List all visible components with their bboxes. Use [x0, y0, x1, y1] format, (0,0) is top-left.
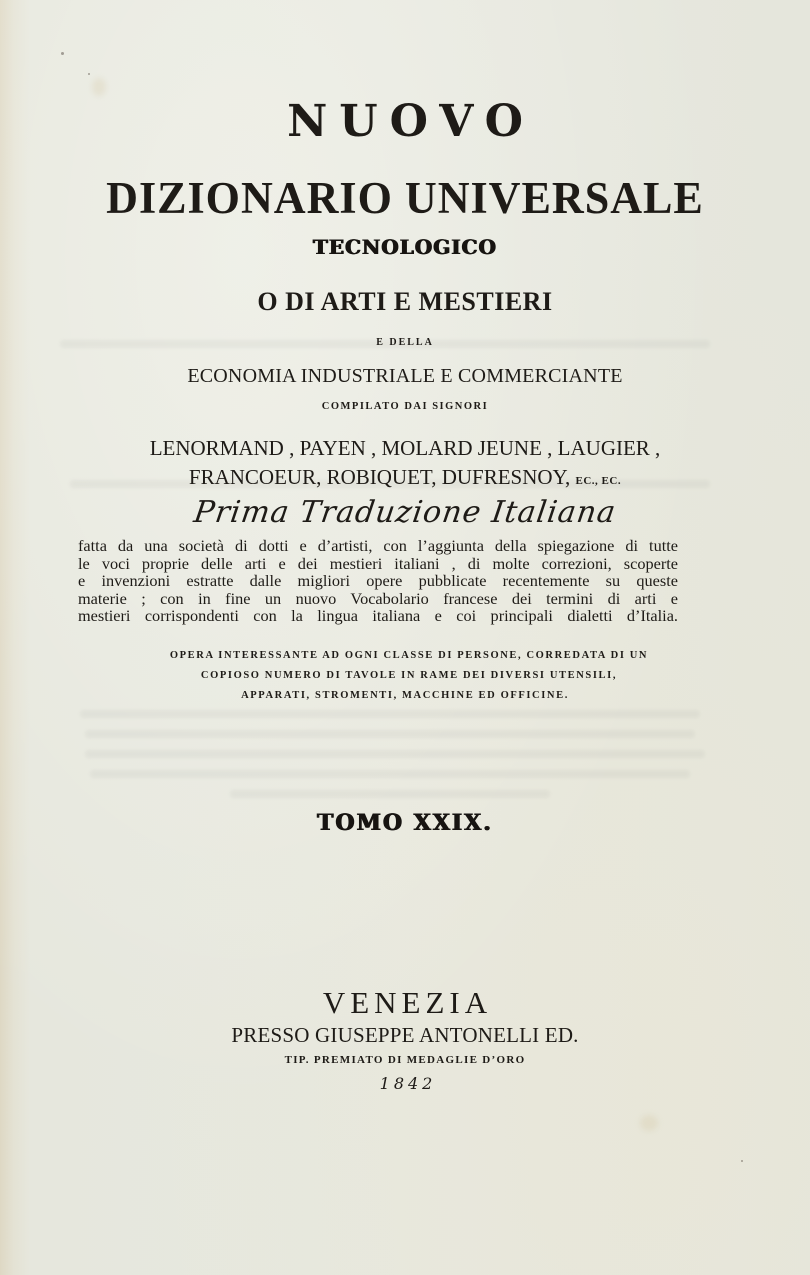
- description-line: fatta da una società di dotti e d’artisti, con l’aggiunta della spiegazione di tutte: [78, 536, 678, 555]
- notice-line: OPERA INTERESSANTE AD OGNI CLASSE DI PERSONE, CORREDATA DI UN: [169, 650, 649, 661]
- authors-line-2-names: FRANCOEUR, ROBIQUET, DUFRESNOY,: [188, 465, 571, 489]
- description-line: e invenzioni estratte dalle migliori opere pubblicate recentemente su queste: [78, 571, 678, 591]
- paper-stain: [640, 1115, 658, 1131]
- subtitle-economia: ECONOMIA INDUSTRIALE E COMMERCIANTE: [187, 365, 623, 387]
- translation-heading: Prima Traduzione Italiana: [191, 495, 619, 530]
- imprint-year: 1842: [379, 1074, 437, 1093]
- notice-line: APPARATI, STROMENTI, MACCHINE ED OFFICINE.: [241, 690, 569, 701]
- authors-etc: EC., EC.: [575, 475, 622, 487]
- authors-line-1: LENORMAND , PAYEN , MOLARD JEUNE , LAUGIER ,: [149, 436, 661, 460]
- paper-stain: [92, 78, 106, 96]
- compiled-by-label: COMPILATO DAI SIGNORI: [321, 401, 489, 412]
- description-line: materie ; con in fine un nuovo Vocabolario francese dei termini di arti e: [78, 588, 678, 608]
- paper-speck: [741, 1160, 743, 1162]
- paper-speck: [61, 52, 64, 55]
- notice-line: COPIOSO NUMERO DI TAVOLE IN RAME DEI DIVERSI UTENSILI,: [200, 670, 618, 681]
- title-line-nuovo: NUOVO: [287, 96, 535, 147]
- imprint-city: VENEZIA: [322, 985, 493, 1020]
- description-line: le voci proprie delle arti e dei mestieri italiani , di molte correzioni, scoperte: [78, 553, 678, 573]
- connector-e-della: E DELLA: [376, 337, 434, 348]
- description-paragraph: [78, 537, 678, 625]
- title-line-dizionario-universale: DIZIONARIO UNIVERSALE: [106, 173, 704, 223]
- imprint-printer-note: TIP. PREMIATO DI MEDAGLIE D’ORO: [284, 1054, 526, 1066]
- subtitle-arti-e-mestieri: O DI ARTI E MESTIERI: [257, 287, 553, 316]
- description-line: mestieri corrispondenti con la lingua italiana e coi principali dialetti d’Italia.: [78, 606, 678, 626]
- volume-number: TOMO XXIX.: [317, 810, 493, 836]
- paper-speck: [88, 73, 90, 75]
- authors-line-2: [0, 467, 810, 488]
- imprint-publisher: PRESSO GIUSEPPE ANTONELLI ED.: [231, 1023, 579, 1047]
- title-line-tecnologico: TECNOLOGICO: [312, 235, 497, 259]
